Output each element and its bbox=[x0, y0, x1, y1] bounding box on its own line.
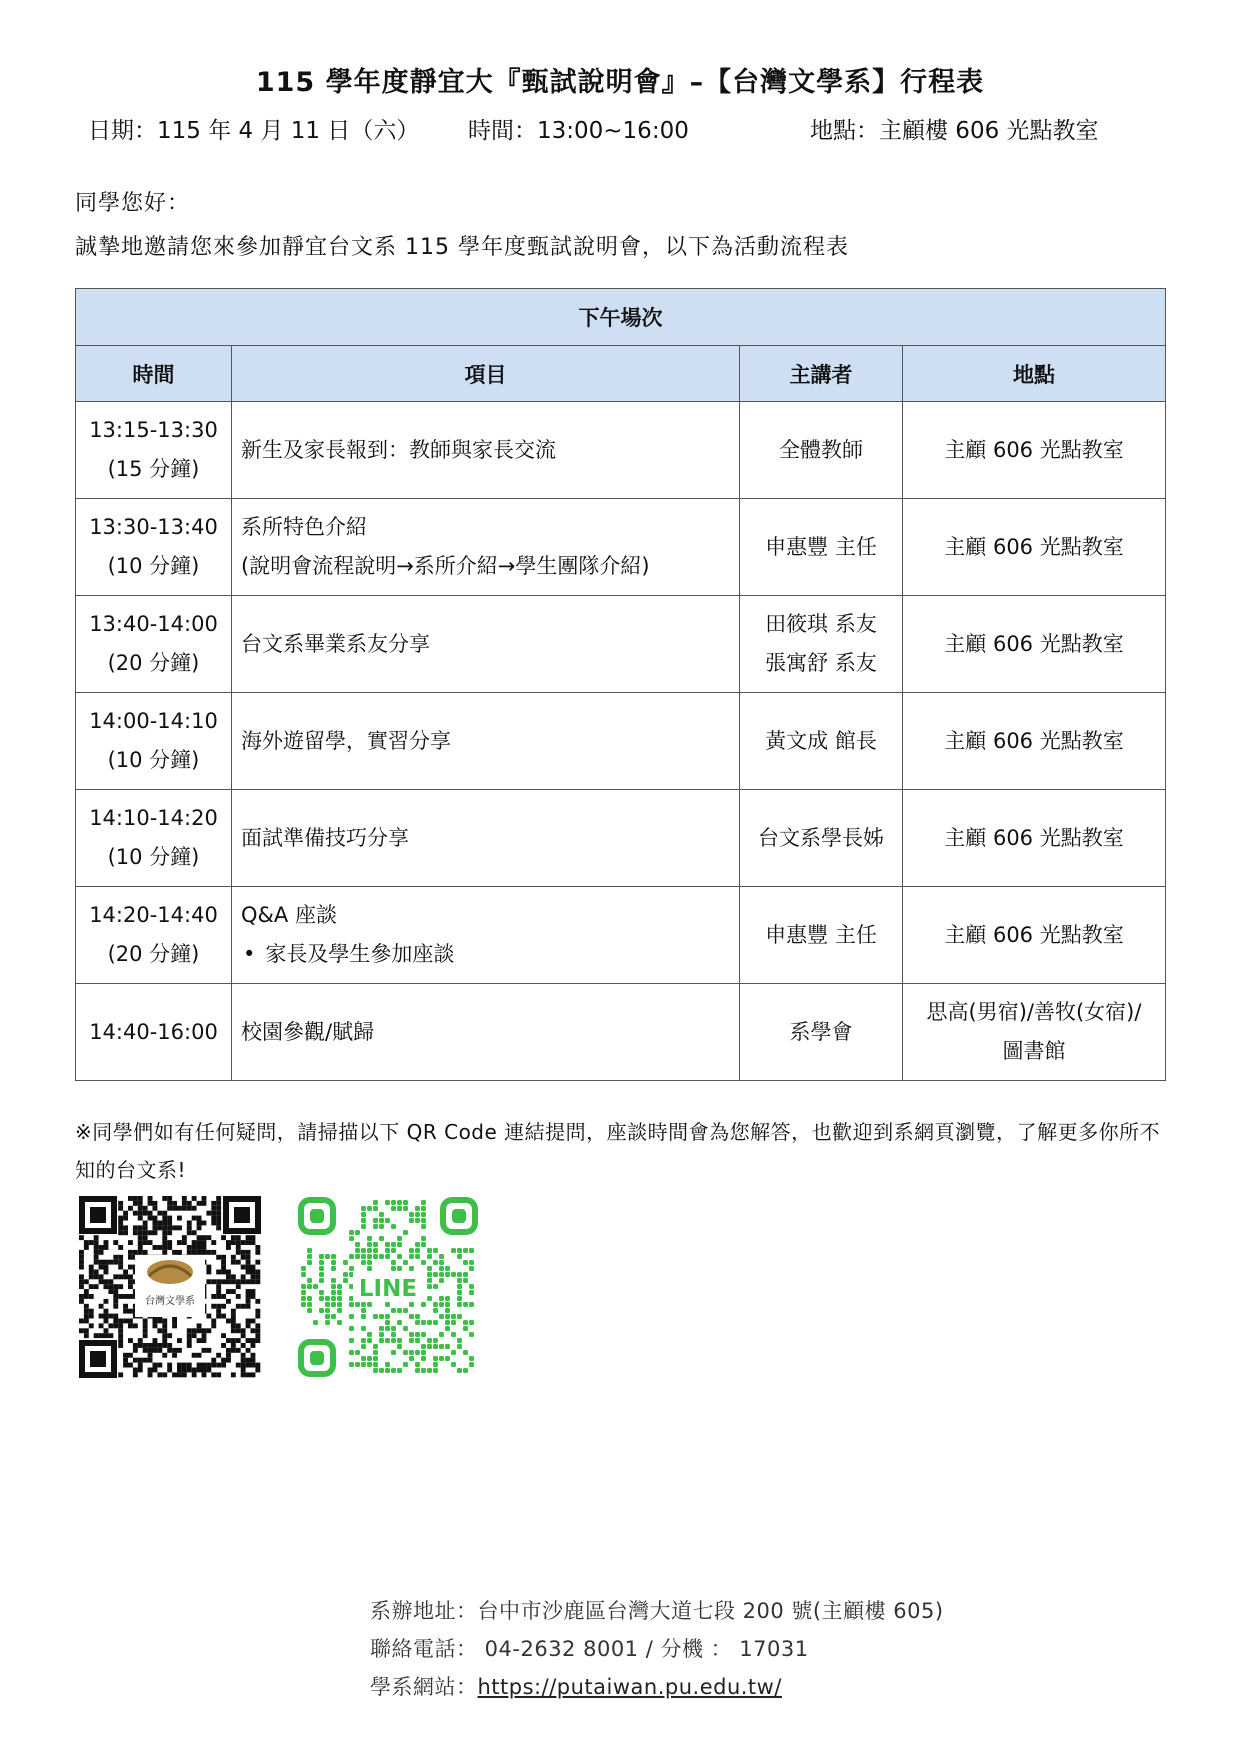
speaker-cell bbox=[740, 402, 903, 499]
line-qr-code[interactable] bbox=[293, 1192, 483, 1382]
column-header-speaker: 主講者 bbox=[740, 346, 903, 402]
event-date: 日期：115 年 4 月 11 日（六） bbox=[88, 118, 420, 144]
time-cell-line: (10 分鐘) bbox=[107, 748, 200, 772]
invitation: 誠摯地邀請您來參加靜宜台文系 115 學年度甄試說明會，以下為活動流程表 bbox=[75, 235, 849, 260]
speaker-cell bbox=[740, 596, 903, 693]
time-cell-line: (20 分鐘) bbox=[107, 651, 200, 675]
time-cell-line: 14:40-16:00 bbox=[89, 1019, 218, 1044]
time-cell-line: 14:10-14:20 bbox=[89, 806, 218, 830]
speaker-cell-line: 田筱琪 系友 bbox=[765, 612, 877, 636]
footer-website-label: 學系網站： bbox=[370, 1675, 478, 1699]
time-cell-line: 14:20-14:40 bbox=[89, 903, 218, 927]
schedule-row bbox=[76, 499, 1166, 596]
item-cell bbox=[232, 596, 740, 693]
page-title: 115 學年度靜宜大『甄試說明會』–【台灣文學系】行程表 bbox=[255, 67, 985, 98]
website-link[interactable]: https://putaiwan.pu.edu.tw/ bbox=[477, 1675, 782, 1699]
venue-cell bbox=[903, 887, 1166, 984]
item-cell bbox=[232, 887, 740, 984]
dept-qr-code[interactable] bbox=[75, 1192, 265, 1382]
venue-cell-line: 主顧 606 光點教室 bbox=[944, 437, 1124, 462]
time-cell-line: (20 分鐘) bbox=[107, 942, 200, 966]
item-cell bbox=[232, 499, 740, 596]
time-cell-line: 13:15-13:30 bbox=[89, 418, 218, 442]
venue-cell bbox=[903, 693, 1166, 790]
speaker-cell bbox=[740, 984, 903, 1081]
item-cell-line: Q&A 座談 bbox=[241, 903, 337, 927]
time-cell bbox=[76, 596, 232, 693]
speaker-cell-line: 張寓舒 系友 bbox=[765, 651, 877, 675]
footer bbox=[370, 1592, 944, 1706]
item-cell-line: 系所特色介紹 bbox=[241, 515, 367, 539]
venue-cell-line: 思高(男宿)/善牧(女宿)/ bbox=[926, 1000, 1142, 1024]
session-label: 下午場次 bbox=[76, 289, 1166, 346]
dept-logo bbox=[135, 1255, 205, 1317]
greeting: 同學您好： bbox=[75, 191, 191, 216]
venue-cell bbox=[903, 596, 1166, 693]
schedule-row bbox=[76, 693, 1166, 790]
item-cell-line: 海外遊留學，實習分享 bbox=[241, 728, 451, 753]
schedule-table bbox=[75, 288, 1166, 1081]
item-cell-line: 校園參觀/賦歸 bbox=[241, 1019, 375, 1044]
time-cell bbox=[76, 499, 232, 596]
item-bullet: • 家長及學生參加座談 bbox=[241, 935, 730, 974]
time-cell-line: 13:30-13:40 bbox=[89, 515, 218, 539]
schedule-body bbox=[76, 402, 1166, 1081]
item-cell bbox=[232, 693, 740, 790]
venue-cell bbox=[903, 499, 1166, 596]
speaker-cell-line: 台文系學長姊 bbox=[758, 825, 884, 850]
column-header-venue: 地點 bbox=[903, 346, 1166, 402]
venue-cell bbox=[903, 984, 1166, 1081]
speaker-cell-line: 系學會 bbox=[789, 1019, 853, 1044]
venue-cell-line: 主顧 606 光點教室 bbox=[944, 631, 1124, 656]
venue-cell bbox=[903, 402, 1166, 499]
time-cell-line: 13:40-14:00 bbox=[89, 612, 218, 636]
schedule-row bbox=[76, 887, 1166, 984]
time-cell-line: (10 分鐘) bbox=[107, 554, 200, 578]
dept-logo-text: 台灣文學系 bbox=[145, 1296, 195, 1307]
venue-cell-line: 圖書館 bbox=[1002, 1039, 1066, 1063]
qr-note: ※同學們如有任何疑問，請掃描以下 QR Code 連結提問，座談時間會為您解答，也歡迎到系網頁瀏覽，了解更多你所不知的台文系! bbox=[75, 1120, 1161, 1182]
schedule-row bbox=[76, 984, 1166, 1081]
item-cell-line: (說明會流程說明→系所介紹→學生團隊介紹) bbox=[241, 554, 650, 578]
session-header-row bbox=[76, 289, 1166, 346]
speaker-cell bbox=[740, 693, 903, 790]
line-logo-text: LINE bbox=[358, 1276, 418, 1302]
item-cell-line: 台文系畢業系友分享 bbox=[241, 631, 430, 656]
event-location: 地點：主顧樓 606 光點教室 bbox=[810, 118, 1099, 144]
venue-cell-line: 主顧 606 光點教室 bbox=[944, 534, 1124, 559]
column-header-row bbox=[76, 346, 1166, 402]
venue-cell-line: 主顧 606 光點教室 bbox=[944, 728, 1124, 753]
time-cell-line: (10 分鐘) bbox=[107, 845, 200, 869]
column-header-time: 時間 bbox=[76, 346, 232, 402]
column-header-item: 項目 bbox=[232, 346, 740, 402]
time-cell bbox=[76, 402, 232, 499]
speaker-cell-line: 申惠豐 主任 bbox=[765, 534, 877, 559]
venue-cell-line: 主顧 606 光點教室 bbox=[944, 825, 1124, 850]
venue-cell bbox=[903, 790, 1166, 887]
event-time: 時間：13:00~16:00 bbox=[468, 118, 689, 144]
time-cell-line: 14:00-14:10 bbox=[89, 709, 218, 733]
time-cell bbox=[76, 984, 232, 1081]
item-cell-line: 面試準備技巧分享 bbox=[241, 825, 409, 850]
speaker-cell bbox=[740, 790, 903, 887]
speaker-cell bbox=[740, 887, 903, 984]
item-cell bbox=[232, 984, 740, 1081]
speaker-cell-line: 黃文成 館長 bbox=[765, 728, 877, 753]
schedule-row bbox=[76, 790, 1166, 887]
footer-address: 系辦地址：台中市沙鹿區台灣大道七段 200 號(主顧樓 605) bbox=[370, 1599, 944, 1623]
time-cell bbox=[76, 887, 232, 984]
footer-phone: 聯絡電話： 04-2632 8001 / 分機 ： 17031 bbox=[370, 1637, 809, 1661]
speaker-cell-line: 申惠豐 主任 bbox=[765, 922, 877, 947]
item-cell bbox=[232, 790, 740, 887]
schedule-row bbox=[76, 596, 1166, 693]
speaker-cell-line: 全體教師 bbox=[779, 437, 863, 462]
footer-website bbox=[370, 1668, 944, 1706]
time-cell bbox=[76, 790, 232, 887]
item-cell bbox=[232, 402, 740, 499]
schedule-row bbox=[76, 402, 1166, 499]
time-cell bbox=[76, 693, 232, 790]
time-cell-line: (15 分鐘) bbox=[107, 457, 200, 481]
speaker-cell bbox=[740, 499, 903, 596]
venue-cell-line: 主顧 606 光點教室 bbox=[944, 922, 1124, 947]
item-cell-line: 新生及家長報到：教師與家長交流 bbox=[241, 437, 556, 462]
